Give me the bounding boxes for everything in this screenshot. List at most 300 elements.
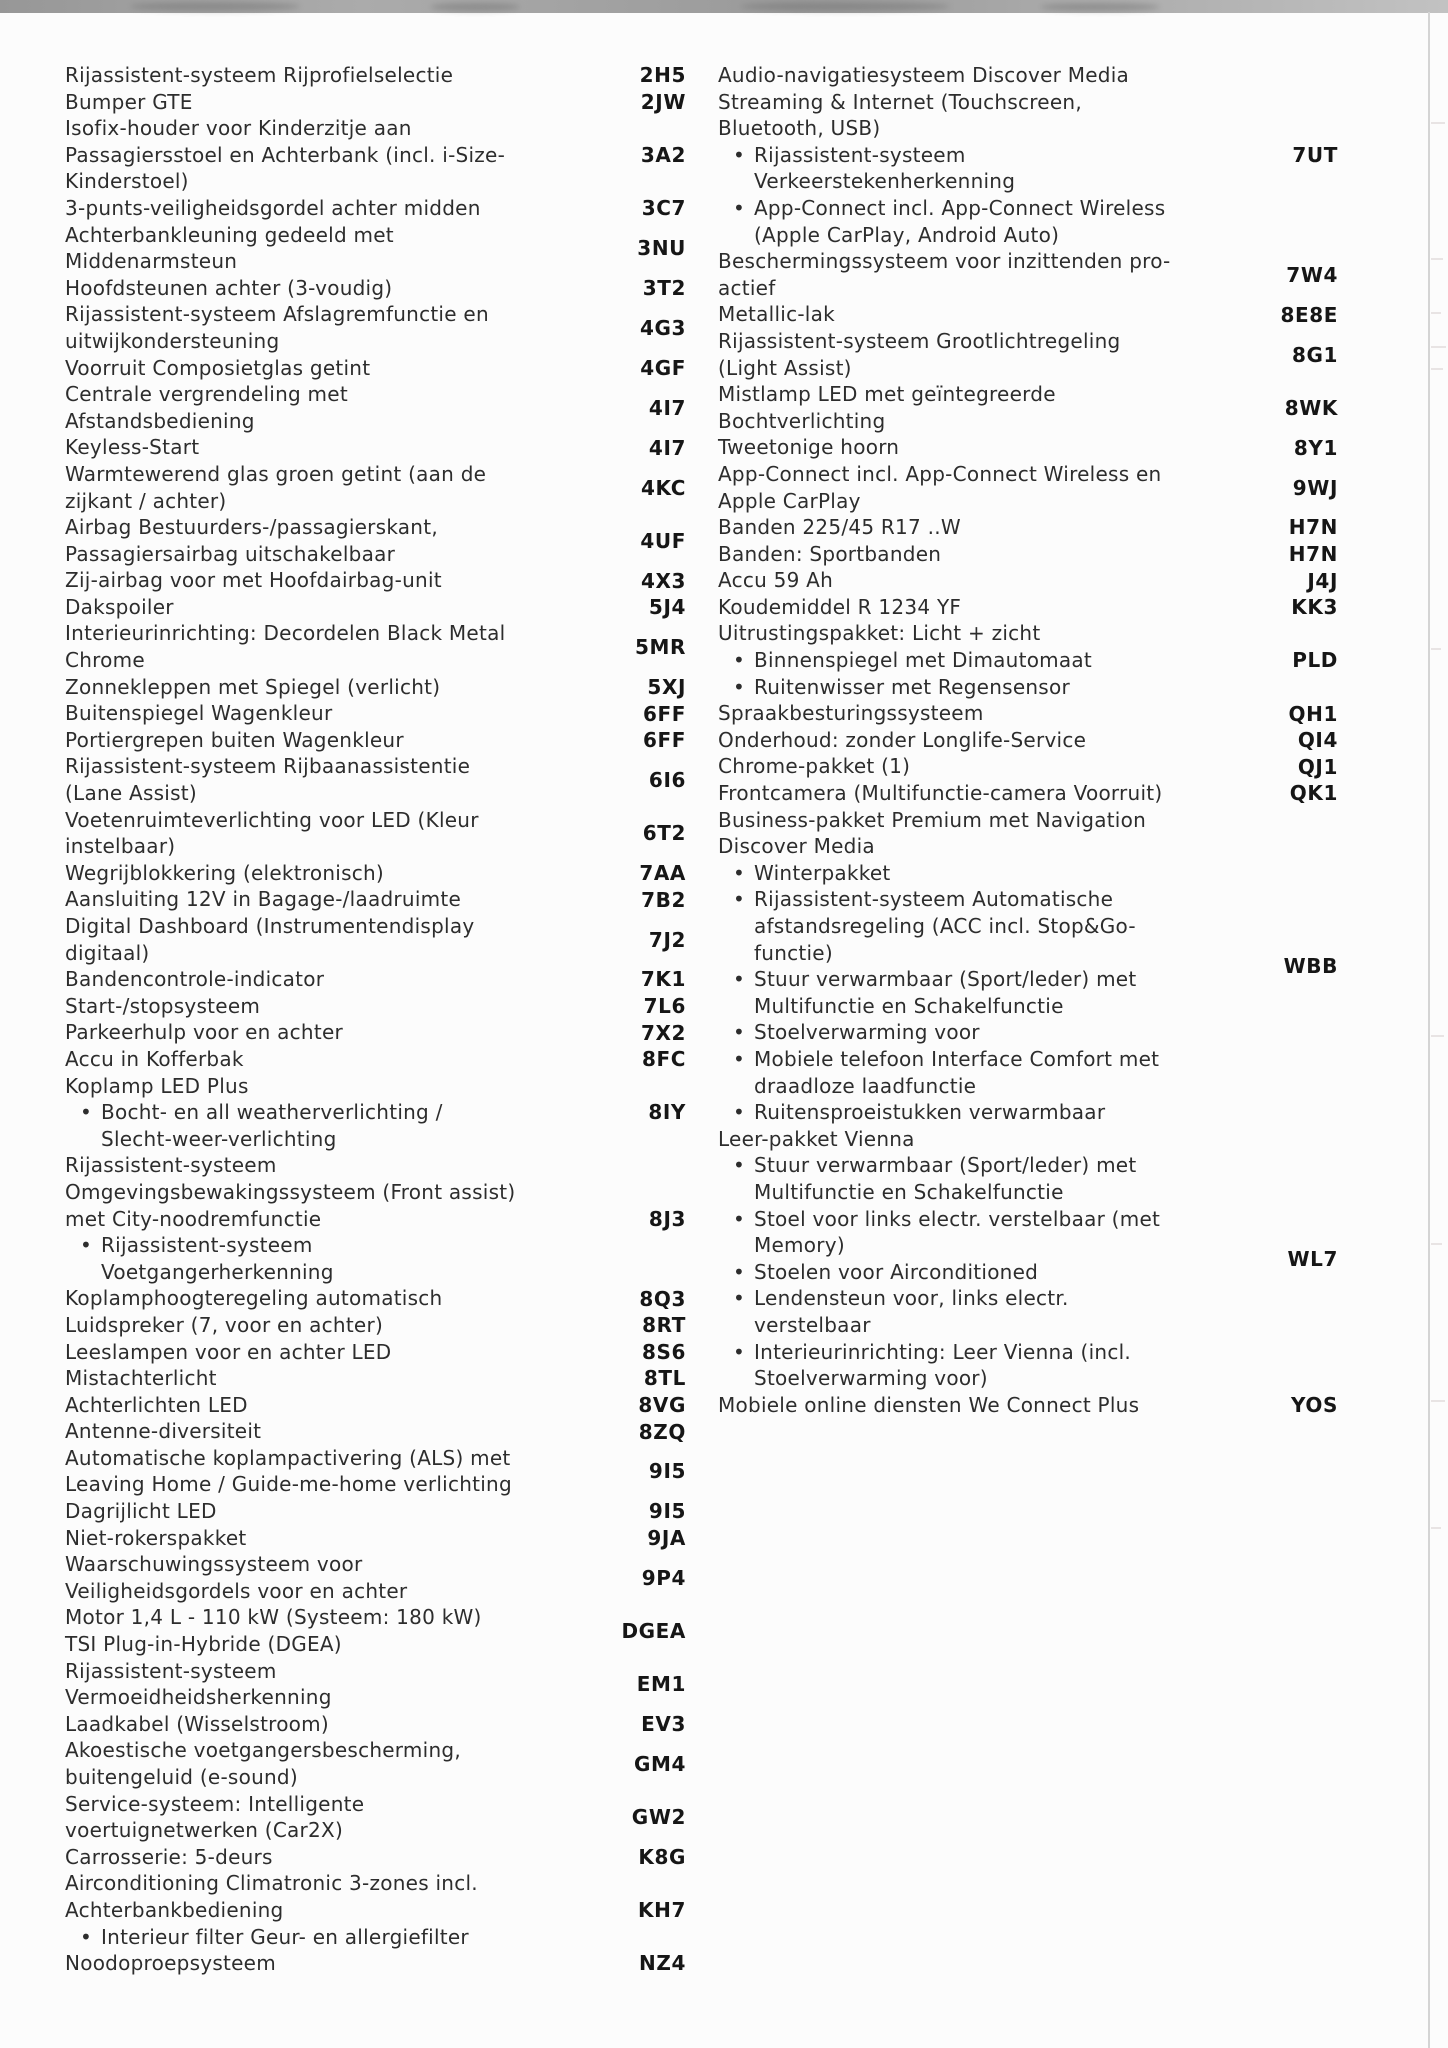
entry-description: [718, 727, 1238, 754]
text-line: Leeslampen voor en achter LED: [65, 1339, 392, 1364]
text-line: Voetgangerherkenning: [101, 1259, 334, 1284]
entry-description: [718, 620, 1238, 700]
text-line: Bandencontrole-indicator: [65, 967, 325, 992]
text-line: Zonnekleppen met Spiegel (verlicht): [65, 674, 441, 699]
equipment-entry: [65, 1285, 686, 1312]
text-line: Apple CarPlay: [718, 488, 861, 513]
entry-description: [718, 62, 1238, 248]
text-line: Dagrijlicht LED: [65, 1499, 217, 1524]
text-line: Spraakbesturingssysteem: [718, 701, 984, 726]
entry-description: [65, 594, 586, 621]
equipment-entry: [65, 674, 686, 701]
text-line: instelbaar): [65, 834, 176, 859]
equipment-code: 7K1: [640, 967, 686, 992]
equipment-entry: [718, 62, 1338, 248]
text-line: Luidspreker (7, voor en achter): [65, 1312, 383, 1337]
equipment-code: QI4: [1297, 728, 1338, 753]
bullet-icon: •: [733, 674, 746, 699]
scan-artifact-dash: [1431, 1400, 1445, 1402]
equipment-code: 6FF: [642, 701, 686, 726]
equipment-entry: [718, 248, 1338, 301]
equipment-entry: [65, 301, 686, 354]
scan-artifact-dash: [1431, 368, 1443, 370]
equipment-entry: [65, 1551, 686, 1604]
equipment-column-2: [718, 62, 1338, 1418]
text-line: Interieurinrichting: Decordelen Black Metal: [65, 621, 506, 646]
bullet-icon: •: [733, 1153, 746, 1178]
equipment-entry: [718, 620, 1338, 700]
entry-description: [718, 700, 1238, 727]
scan-artifact-page-edge-line: [1428, 12, 1430, 2048]
bullet-icon: •: [733, 1259, 746, 1284]
text-line: zijkant / achter): [65, 488, 227, 513]
bullet-line: • Stuur verwarmbaar (Sport/leder) met: [733, 1153, 1137, 1178]
bullet-icon: •: [733, 1100, 746, 1125]
bullet-icon: •: [733, 887, 746, 912]
equipment-code: PLD: [1292, 648, 1338, 673]
equipment-entry: [65, 913, 686, 966]
entry-description: [718, 514, 1238, 541]
text-line: Airconditioning Climatronic 3-zones incl.: [65, 1871, 478, 1896]
entry-description: [65, 89, 586, 116]
equipment-code: 7X2: [640, 1020, 686, 1045]
equipment-code: 7AA: [639, 861, 686, 886]
entry-description: [65, 1551, 586, 1604]
equipment-entry: [718, 328, 1338, 381]
entry-description: [718, 1126, 1238, 1392]
equipment-entry: [65, 1445, 686, 1498]
equipment-code: 2H5: [639, 63, 686, 88]
equipment-code: 8G1: [1291, 342, 1338, 367]
text-line: Automatische koplampactivering (ALS) met: [65, 1445, 511, 1470]
entry-description: [718, 567, 1238, 594]
equipment-code: 8RT: [642, 1313, 686, 1338]
bullet-line: • Bocht- en all weatherverlichting /: [80, 1100, 443, 1125]
text-line: actief: [718, 275, 776, 300]
text-line: Metallic-lak: [718, 302, 835, 327]
entry-description: [65, 115, 586, 195]
equipment-entry: [718, 594, 1338, 621]
text-line: Slecht-weer-verlichting: [101, 1126, 337, 1151]
entry-description: [65, 1152, 586, 1285]
entry-description: [65, 1312, 586, 1339]
equipment-code: H7N: [1288, 515, 1338, 540]
equipment-entry: [65, 807, 686, 860]
equipment-code: 6FF: [642, 728, 686, 753]
equipment-code: 4I7: [648, 395, 686, 420]
equipment-code: 6I6: [648, 768, 686, 793]
scan-artifact-dash: [1431, 1035, 1444, 1037]
equipment-entry: [65, 620, 686, 673]
text-line: (Lane Assist): [65, 781, 197, 806]
equipment-entry: [65, 1950, 686, 1977]
equipment-entry: [718, 753, 1338, 780]
equipment-entry: [65, 993, 686, 1020]
entry-description: [65, 1339, 586, 1366]
entry-description: [718, 381, 1238, 434]
text-line: Hoofdsteunen achter (3-voudig): [65, 275, 393, 300]
equipment-entry: [65, 1046, 686, 1073]
text-line: Memory): [754, 1233, 845, 1258]
equipment-code: WBB: [1283, 954, 1338, 979]
text-line: Waarschuwingssysteem voor: [65, 1552, 363, 1577]
entry-description: [65, 381, 586, 434]
text-line: Start-/stopsysteem: [65, 993, 261, 1018]
bullet-line: • Interieurinrichting: Leer Vienna (incl.: [733, 1339, 1131, 1364]
equipment-entry: [65, 966, 686, 993]
text-line: Rijassistent-systeem: [65, 1153, 277, 1178]
equipment-code: EV3: [641, 1712, 686, 1737]
equipment-code: EM1: [636, 1672, 686, 1697]
entry-description: [65, 1445, 586, 1498]
equipment-entry: [718, 301, 1338, 328]
equipment-code: 8VG: [638, 1392, 686, 1417]
equipment-entry: [65, 195, 686, 222]
equipment-code: GW2: [631, 1805, 686, 1830]
entry-description: [718, 434, 1238, 461]
equipment-entry: [65, 434, 686, 461]
text-line: buitengeluid (e-sound): [65, 1765, 298, 1789]
entry-description: [718, 594, 1238, 621]
text-line: Frontcamera (Multifunctie-camera Voorruit): [718, 781, 1163, 806]
text-line: Niet-rokerspakket: [65, 1525, 247, 1550]
entry-description: [65, 700, 586, 727]
entry-description: [65, 222, 586, 275]
entry-description: [718, 301, 1238, 328]
equipment-code: 5XJ: [647, 674, 686, 699]
text-line: Multifunctie en Schakelfunctie: [754, 1179, 1064, 1204]
equipment-code: 4G3: [639, 315, 686, 340]
entry-description: [718, 807, 1238, 1126]
equipment-entry: [718, 807, 1338, 1126]
equipment-code: WL7: [1287, 1246, 1338, 1271]
entry-description: [65, 355, 586, 382]
bullet-icon: •: [733, 1206, 746, 1231]
bullet-line: • Winterpakket: [733, 860, 891, 885]
text-line: Rijassistent-systeem Rijprofielselectie: [65, 63, 454, 87]
equipment-code: 7L6: [643, 994, 686, 1019]
text-line: Beschermingssysteem voor inzittenden pro-: [718, 249, 1171, 274]
text-line: Banden 225/45 R17 ..W: [718, 515, 961, 540]
scan-artifact-dash: [1431, 648, 1441, 650]
equipment-code: 4X3: [640, 568, 686, 593]
equipment-entry: [65, 222, 686, 275]
equipment-code: 7W4: [1286, 262, 1338, 287]
text-line: Warmtewerend glas groen getint (aan de: [65, 461, 487, 486]
entry-description: [65, 1073, 586, 1153]
text-line: Leaving Home / Guide-me-home verlichting: [65, 1472, 512, 1497]
text-line: Mistlamp LED met geïntegreerde: [718, 382, 1056, 407]
equipment-entry: [718, 567, 1338, 594]
equipment-entry: [65, 1312, 686, 1339]
text-line: Business-pakket Premium met Navigation: [718, 807, 1147, 832]
bullet-line: • Lendensteun voor, links electr.: [733, 1286, 1069, 1311]
text-line: Passagiersstoel en Achterbank (incl. i-Size-: [65, 142, 506, 167]
bullet-icon: •: [733, 142, 746, 167]
equipment-code: 9WJ: [1292, 475, 1338, 500]
equipment-code: 4KC: [641, 475, 686, 500]
bullet-line: • Rijassistent-systeem: [733, 142, 966, 167]
entry-description: [65, 1844, 586, 1871]
equipment-entry: [65, 567, 686, 594]
bullet-line: • Ruitensproeistukken verwarmbaar: [733, 1100, 1106, 1125]
text-line: Vermoeidheidsherkenning: [65, 1685, 332, 1710]
equipment-entry: [65, 753, 686, 806]
entry-description: [65, 674, 586, 701]
equipment-code: DGEA: [621, 1619, 686, 1644]
equipment-entry: [718, 381, 1338, 434]
equipment-entry: [65, 115, 686, 195]
equipment-code: 3T2: [642, 276, 686, 301]
equipment-code: KH7: [638, 1898, 686, 1923]
text-line: Mobiele online diensten We Connect Plus: [718, 1392, 1140, 1417]
text-line: Passagiersairbag uitschakelbaar: [65, 541, 396, 566]
entry-description: [65, 1658, 586, 1711]
scan-artifact-dash: [1431, 1243, 1442, 1245]
equipment-entry: [65, 1737, 686, 1790]
text-line: Uitrustingspakket: Licht + zicht: [718, 621, 1041, 646]
equipment-code: 8FC: [641, 1047, 686, 1072]
scan-smudge: [1040, 3, 1160, 11]
bullet-icon: •: [733, 1046, 746, 1071]
text-line: Audio-navigatiesysteem Discover Media: [718, 63, 1130, 87]
entry-description: [65, 886, 586, 913]
equipment-code: J4J: [1307, 568, 1338, 593]
text-line: Airbag Bestuurders-/passagierskant,: [65, 515, 438, 540]
equipment-code: 9P4: [641, 1565, 686, 1590]
entry-description: [65, 860, 586, 887]
equipment-code: 4GF: [640, 355, 686, 380]
equipment-code: 9I5: [648, 1499, 686, 1524]
text-line: Kinderstoel): [65, 169, 189, 194]
text-line: Mistachterlicht: [65, 1366, 217, 1391]
entry-description: [718, 541, 1238, 568]
equipment-entry: [65, 514, 686, 567]
text-line: functie): [754, 940, 833, 965]
entry-description: [718, 780, 1238, 807]
text-line: Noodoproepsysteem: [65, 1951, 276, 1976]
entry-description: [65, 434, 586, 461]
text-line: Tweetonige hoorn: [718, 435, 900, 460]
text-line: Achterbankleuning gedeeld met: [65, 222, 394, 247]
text-line: Achterbankbediening: [65, 1897, 284, 1922]
text-line: Achterlichten LED: [65, 1392, 248, 1417]
text-line: Koplamphoogteregeling automatisch: [65, 1286, 443, 1311]
equipment-code: 7B2: [641, 887, 686, 912]
equipment-code: 8Y1: [1293, 435, 1338, 460]
equipment-entry: [718, 780, 1338, 807]
entry-description: [65, 1498, 586, 1525]
entry-description: [65, 1604, 586, 1657]
text-line: Antenne-diversiteit: [65, 1419, 262, 1444]
scan-smudge: [130, 2, 300, 11]
equipment-code: 8S6: [641, 1339, 686, 1364]
entry-description: [65, 807, 586, 860]
text-line: Centrale vergrendeling met: [65, 382, 348, 407]
text-line: Omgevingsbewakingssysteem (Front assist): [65, 1179, 516, 1204]
equipment-code: 2JW: [640, 89, 686, 114]
text-line: Accu in Kofferbak: [65, 1046, 244, 1071]
entry-description: [65, 461, 586, 514]
entry-description: [65, 913, 586, 966]
text-line: Rijassistent-systeem: [65, 1658, 277, 1683]
text-line: Voorruit Composietglas getint: [65, 355, 371, 380]
text-line: Motor 1,4 L - 110 kW (Systeem: 180 kW): [65, 1605, 482, 1630]
bullet-line: • Stuur verwarmbaar (Sport/leder) met: [733, 967, 1137, 992]
text-line: 3-punts-veiligheidsgordel achter midden: [65, 195, 481, 220]
text-line: Multifunctie en Schakelfunctie: [754, 993, 1064, 1018]
text-line: Bumper GTE: [65, 89, 193, 114]
text-line: Parkeerhulp voor en achter: [65, 1020, 343, 1045]
bullet-line: • Ruitenwisser met Regensensor: [733, 674, 1070, 699]
scan-artifact-dash: [1431, 122, 1445, 124]
text-line: Rijassistent-systeem Afslagremfunctie en: [65, 302, 489, 327]
equipment-entry: [65, 1365, 686, 1392]
bullet-line: • Mobiele telefoon Interface Comfort met: [733, 1046, 1160, 1071]
text-line: Bochtverlichting: [718, 408, 886, 433]
equipment-entry: [718, 727, 1338, 754]
text-line: Leer-pakket Vienna: [718, 1126, 915, 1151]
text-line: Service-systeem: Intelligente: [65, 1791, 365, 1816]
text-line: Wegrijblokkering (elektronisch): [65, 860, 384, 885]
equipment-entry: [65, 1711, 686, 1738]
text-line: Stoelverwarming voor): [754, 1366, 988, 1391]
bullet-icon: •: [733, 1339, 746, 1364]
text-line: Verkeerstekenherkenning: [754, 169, 1016, 194]
scan-artifact-top-band: [0, 0, 1448, 13]
equipment-code: 8IY: [648, 1100, 686, 1125]
bullet-line: • Stoelen voor Airconditioned: [733, 1259, 1039, 1284]
equipment-entry: [65, 1870, 686, 1950]
text-line: draadloze laadfunctie: [754, 1073, 977, 1098]
text-line: TSI Plug-in-Hybride (DGEA): [65, 1632, 342, 1657]
equipment-entry: [65, 1844, 686, 1871]
equipment-entry: [718, 461, 1338, 514]
text-line: Keyless-Start: [65, 435, 200, 460]
entry-description: [65, 1791, 586, 1844]
text-line: Rijassistent-systeem Grootlichtregeling: [718, 328, 1121, 353]
entry-description: [65, 1737, 586, 1790]
entry-description: [65, 567, 586, 594]
text-line: Afstandsbediening: [65, 408, 255, 433]
equipment-code: K8G: [638, 1845, 686, 1870]
text-line: Streaming & Internet (Touchscreen,: [718, 89, 1082, 114]
equipment-code: 7J2: [648, 927, 686, 952]
bullet-line: • Rijassistent-systeem: [80, 1233, 313, 1258]
equipment-entry: [718, 1392, 1338, 1419]
equipment-code: 9JA: [647, 1525, 686, 1550]
equipment-entry: [65, 461, 686, 514]
equipment-code: 8WK: [1284, 395, 1338, 420]
equipment-entry: [65, 355, 686, 382]
equipment-code: KK3: [1291, 595, 1338, 620]
equipment-entry: [65, 886, 686, 913]
equipment-entry: [65, 1152, 686, 1285]
equipment-code: 5J4: [648, 595, 686, 620]
equipment-code: 8J3: [648, 1206, 686, 1231]
bullet-icon: •: [80, 1100, 93, 1125]
equipment-code: 4I7: [648, 435, 686, 460]
text-line: Laadkabel (Wisselstroom): [65, 1711, 329, 1736]
equipment-entry: [65, 62, 686, 89]
entry-description: [65, 1711, 586, 1738]
equipment-entry: [65, 1339, 686, 1366]
entry-description: [718, 328, 1238, 381]
bullet-icon: •: [80, 1233, 93, 1258]
entry-description: [65, 195, 586, 222]
text-line: afstandsregeling (ACC incl. Stop&Go-: [754, 914, 1136, 938]
text-line: verstelbaar: [754, 1312, 871, 1337]
equipment-entry: [718, 434, 1338, 461]
bullet-icon: •: [733, 860, 746, 885]
text-line: Banden: Sportbanden: [718, 541, 942, 566]
text-line: Dakspoiler: [65, 594, 174, 619]
entry-description: [65, 1870, 586, 1950]
equipment-entry: [718, 1126, 1338, 1392]
bullet-line: • Stoel voor links electr. verstelbaar (met: [733, 1206, 1161, 1231]
text-line: Discover Media: [718, 834, 875, 859]
text-line: Middenarmsteun: [65, 249, 238, 274]
text-line: met City-noodremfunctie: [65, 1206, 322, 1231]
text-line: Rijassistent-systeem Rijbaanassistentie: [65, 754, 471, 779]
scan-artifact-dash: [1431, 258, 1443, 260]
equipment-columns: [65, 62, 1338, 1977]
bullet-icon: •: [80, 1924, 93, 1949]
entry-description: [65, 1392, 586, 1419]
equipment-entry: [718, 700, 1338, 727]
text-line: App-Connect incl. App-Connect Wireless en: [718, 461, 1162, 486]
equipment-code: H7N: [1288, 541, 1338, 566]
equipment-entry: [65, 381, 686, 434]
equipment-entry: [718, 541, 1338, 568]
equipment-entry: [65, 1604, 686, 1657]
text-line: Buitenspiegel Wagenkleur: [65, 701, 333, 726]
text-line: uitwijkondersteuning: [65, 328, 280, 353]
equipment-code: 3C7: [641, 196, 686, 221]
equipment-entry: [65, 594, 686, 621]
equipment-column-1: [65, 62, 686, 1977]
entry-description: [65, 966, 586, 993]
equipment-entry: [65, 275, 686, 302]
text-line: Accu 59 Ah: [718, 568, 834, 593]
text-line: Chrome-pakket (1): [718, 754, 911, 779]
entry-description: [718, 1392, 1238, 1419]
bullet-icon: •: [733, 1020, 746, 1045]
entry-description: [718, 753, 1238, 780]
scan-artifact-dash: [1431, 1527, 1441, 1529]
equipment-entry: [65, 1791, 686, 1844]
entry-description: [65, 1950, 586, 1977]
equipment-code: 8TL: [643, 1366, 686, 1391]
bullet-icon: •: [733, 648, 746, 673]
text-line: Voetenruimteverlichting voor LED (Kleur: [65, 807, 479, 832]
equipment-entry: [65, 1392, 686, 1419]
scan-artifact-dash: [1431, 346, 1446, 348]
text-line: Carrosserie: 5-deurs: [65, 1844, 273, 1869]
equipment-code: YOS: [1291, 1392, 1338, 1417]
equipment-code: QJ1: [1297, 754, 1338, 779]
bullet-icon: •: [733, 1286, 746, 1311]
entry-description: [65, 753, 586, 806]
equipment-code: 5MR: [634, 635, 686, 660]
entry-description: [65, 727, 586, 754]
text-line: (Apple CarPlay, Android Auto): [754, 222, 1060, 247]
equipment-code: 6T2: [642, 821, 686, 846]
bullet-line: • Stoelverwarming voor: [733, 1020, 980, 1045]
entry-description: [65, 1365, 586, 1392]
text-line: Chrome: [65, 648, 145, 673]
equipment-entry: [65, 89, 686, 116]
